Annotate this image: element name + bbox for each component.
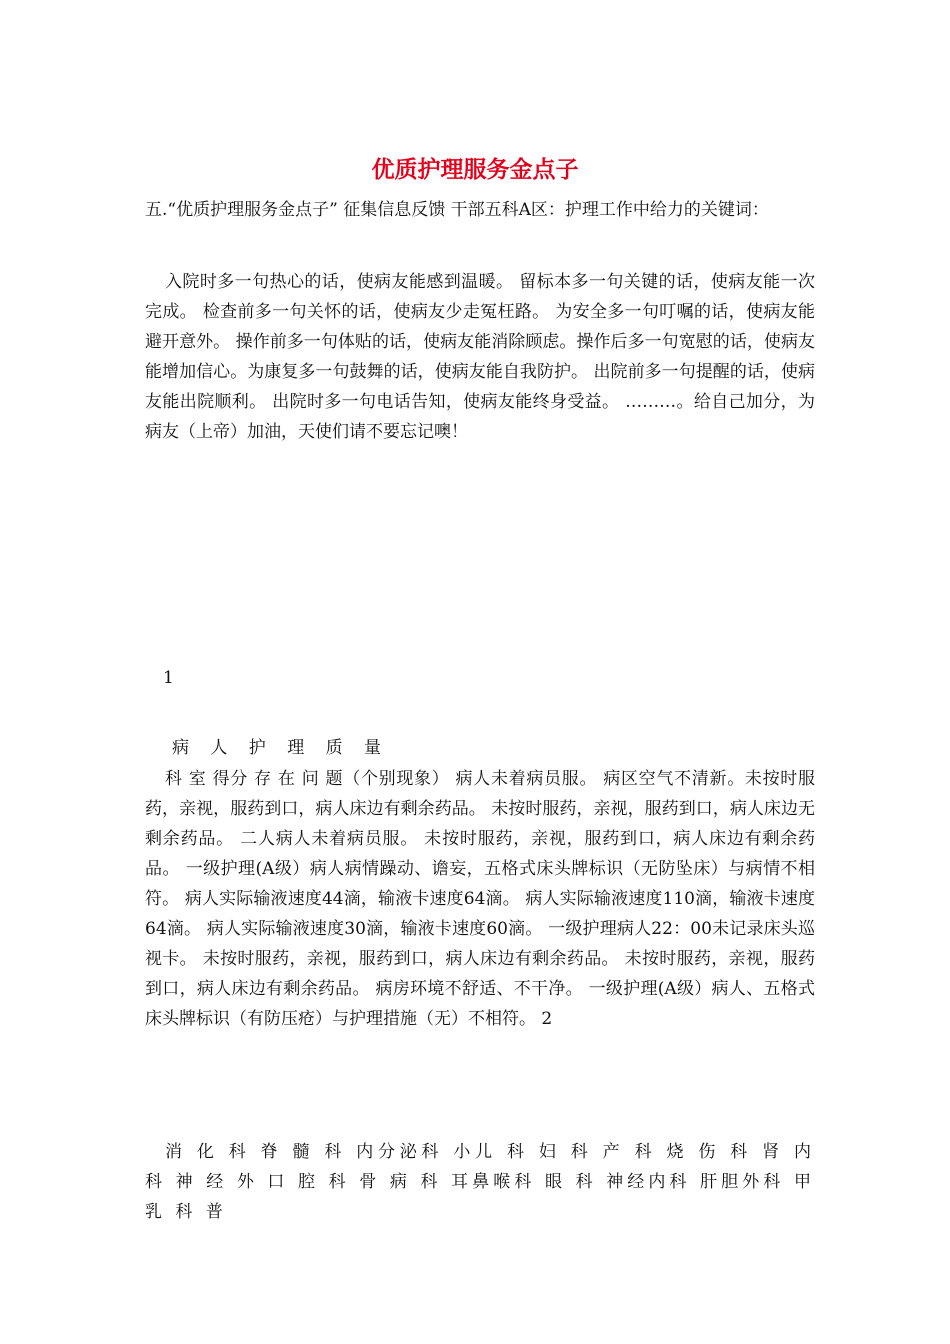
quality-issues-paragraph: 科 室 得分 存 在 问 题（个别现象） 病人未着病员服。 病区空气不清新。未按时服药，亲视，服药到口，病人床边有剩余药品。 未按时服药，亲视，服药到口，病人床边无剩余药品。 二人病人未着病员服。 未按时服药，亲视，服药到口，病人床边有剩余药品。 一级护理(A级）病人病情躁动、谵妄，五格式床头牌标识（无防坠床）与病情不相符。 病人实际输液速度44滴，输液卡速度64滴。 病人实际输液速度110滴，输液卡速度64滴。 病人实际输液速度30滴，输液卡速度60滴。 一级护理病人22：00未记录床头巡视卡。 未按时服药，亲视，服药到口，病人床边有剩余药品。 未按时服药，亲视，服药到口，病人床边有剩余药品。 病房环境不舒适、不干净。 一级护理(A级）病人、五格式床头牌标识（有防压疮）与护理措施（无）不相符。 2 (145, 769, 815, 1029)
department-list-paragraph: 消 化 科 脊 髓 科 内分泌科 小儿 科 妇 科 产 科 烧 伤 科 肾 内 科 神 经 外 口 腔 科 骨 病 科 耳鼻喉科 眼 科 神经内科 肝胆外科 甲 乳 科 普 (145, 1142, 815, 1222)
section-heading: 病 人 护 理 质 量 (172, 738, 390, 758)
page-number: 1 (163, 668, 174, 688)
keywords-paragraph: 入院时多一句热心的话，使病友能感到温暖。 留标本多一句关键的话，使病友能一次完成。 检查前多一句关怀的话，使病友少走冤枉路。 为安全多一句叮嘱的话，使病友能避开意外。 操作前多一句体贴的话，使病友能消除顾虑。操作后多一句宽慰的话，使病友能增加信心。为康复多一句鼓舞的话，使病友能自我防护。 出院前多一句提醒的话，使病友能出院顺利。 出院时多一句电话告知，使病友能终身受益。 ………。给自己加分，为病友（上帝）加油，天使们请不要忘记噢！ (145, 272, 815, 442)
intro-paragraph: 五.“优质护理服务金点子” 征集信息反馈 干部五科A区：护理工作中给力的关键词： (145, 200, 769, 220)
document-title: 优质护理服务金点子 (371, 156, 579, 183)
